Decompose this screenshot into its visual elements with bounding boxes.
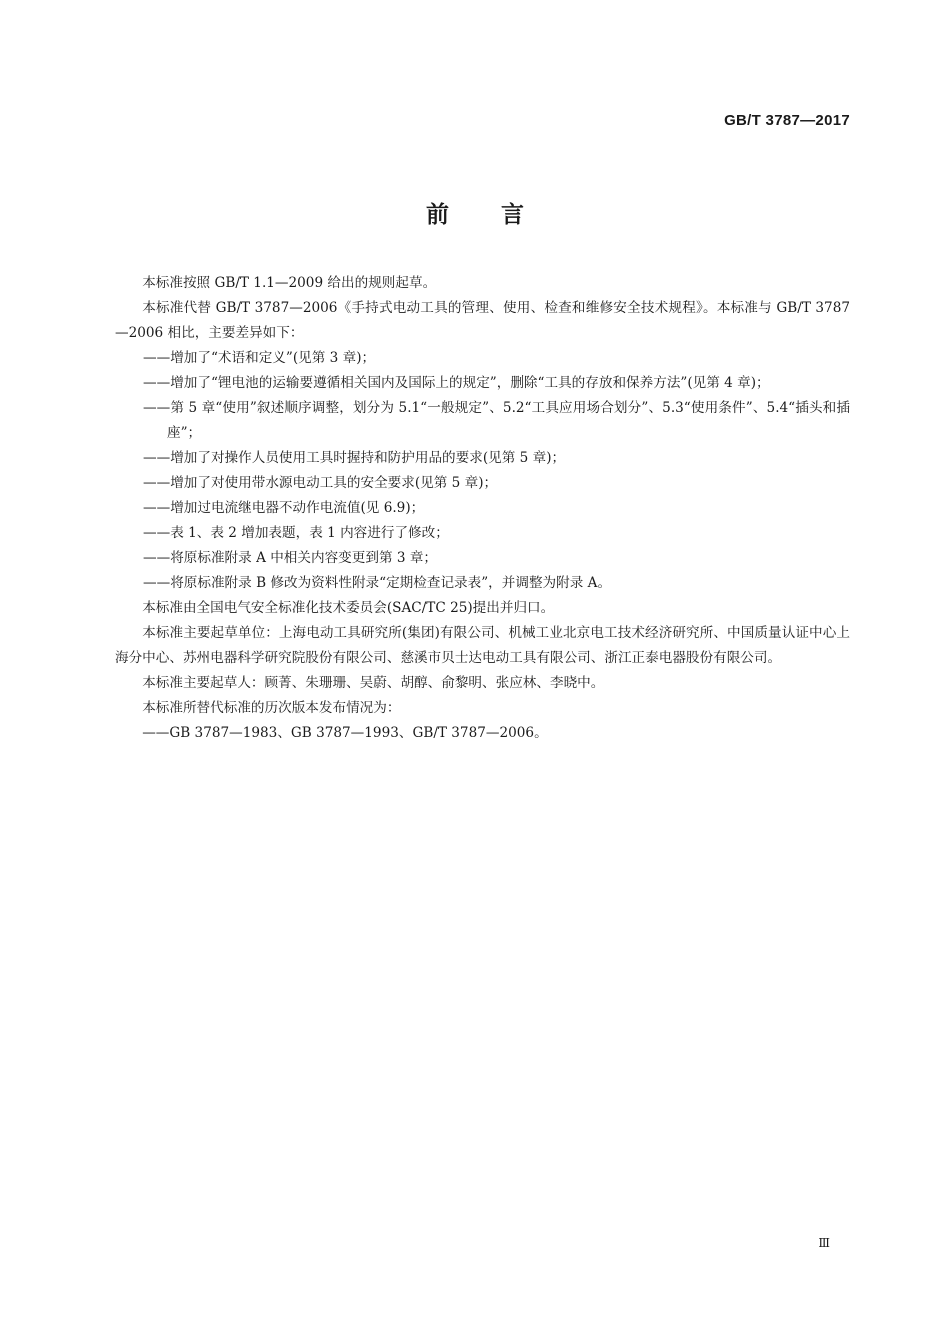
- list-item: ——增加了对操作人员使用工具时握持和防护用品的要求(见第 5 章)；: [143, 450, 566, 466]
- paragraph-drafting-rules: 本标准按照 GB/T 1.1—2009 给出的规则起草。: [142, 275, 437, 291]
- standard-code: GB/T 3787—2017: [724, 112, 850, 129]
- page-number: Ⅲ: [818, 1236, 830, 1250]
- list-item: ——增加了对使用带水源电动工具的安全要求(见第 5 章)；: [143, 475, 498, 491]
- page-title: 前言: [426, 202, 576, 228]
- list-item: ——将原标准附录 A 中相关内容变更到第 3 章；: [143, 550, 438, 566]
- paragraph-replacement: 本标准代替 GB/T 3787—2006《手持式电动工具的管理、使用、检查和维修安全技术规程》。本标准与 GB/T 3787—2006 相比，主要差异如下：: [115, 300, 850, 341]
- list-item: ——增加了“锂电池的运输要遵循相关国内及国际上的规定”，删除“工具的存放和保养方法”(见第 4 章)；: [143, 375, 770, 391]
- paragraph-history-intro: 本标准所替代标准的历次版本发布情况为：: [142, 700, 401, 716]
- foreword-content: [115, 271, 850, 746]
- list-item: ——表 1、表 2 增加表题，表 1 内容进行了修改；: [143, 525, 449, 541]
- paragraph-drafters: 本标准主要起草人：顾菁、朱珊珊、吴蔚、胡醇、俞黎明、张应林、李晓中。: [142, 675, 605, 691]
- paragraph-drafting-units: 本标准主要起草单位：上海电动工具研究所(集团)有限公司、机械工业北京电工技术经济研究所、中国质量认证中心上海分中心、苏州电器科学研究院股份有限公司、慈溪市贝士达电动工具有限公司、浙江正泰电器股份有限公司。: [115, 625, 850, 666]
- list-item: ——增加了“术语和定义”(见第 3 章)；: [143, 350, 376, 366]
- paragraph-committee: 本标准由全国电气安全标准化技术委员会(SAC/TC 25)提出并归口。: [142, 600, 555, 616]
- list-item: ——第 5 章“使用”叙述顺序调整，划分为 5.1“一般规定”、5.2“工具应用场合划分”、5.3“使用条件”、5.4“插头和插座”；: [143, 400, 850, 441]
- list-item: ——将原标准附录 B 修改为资料性附录“定期检查记录表”，并调整为附录 A。: [143, 575, 612, 591]
- paragraph-history-versions: ——GB 3787—1983、GB 3787—1993、GB/T 3787—2006。: [142, 725, 548, 741]
- list-item: ——增加过电流继电器不动作电流值(见 6.9)；: [143, 500, 425, 516]
